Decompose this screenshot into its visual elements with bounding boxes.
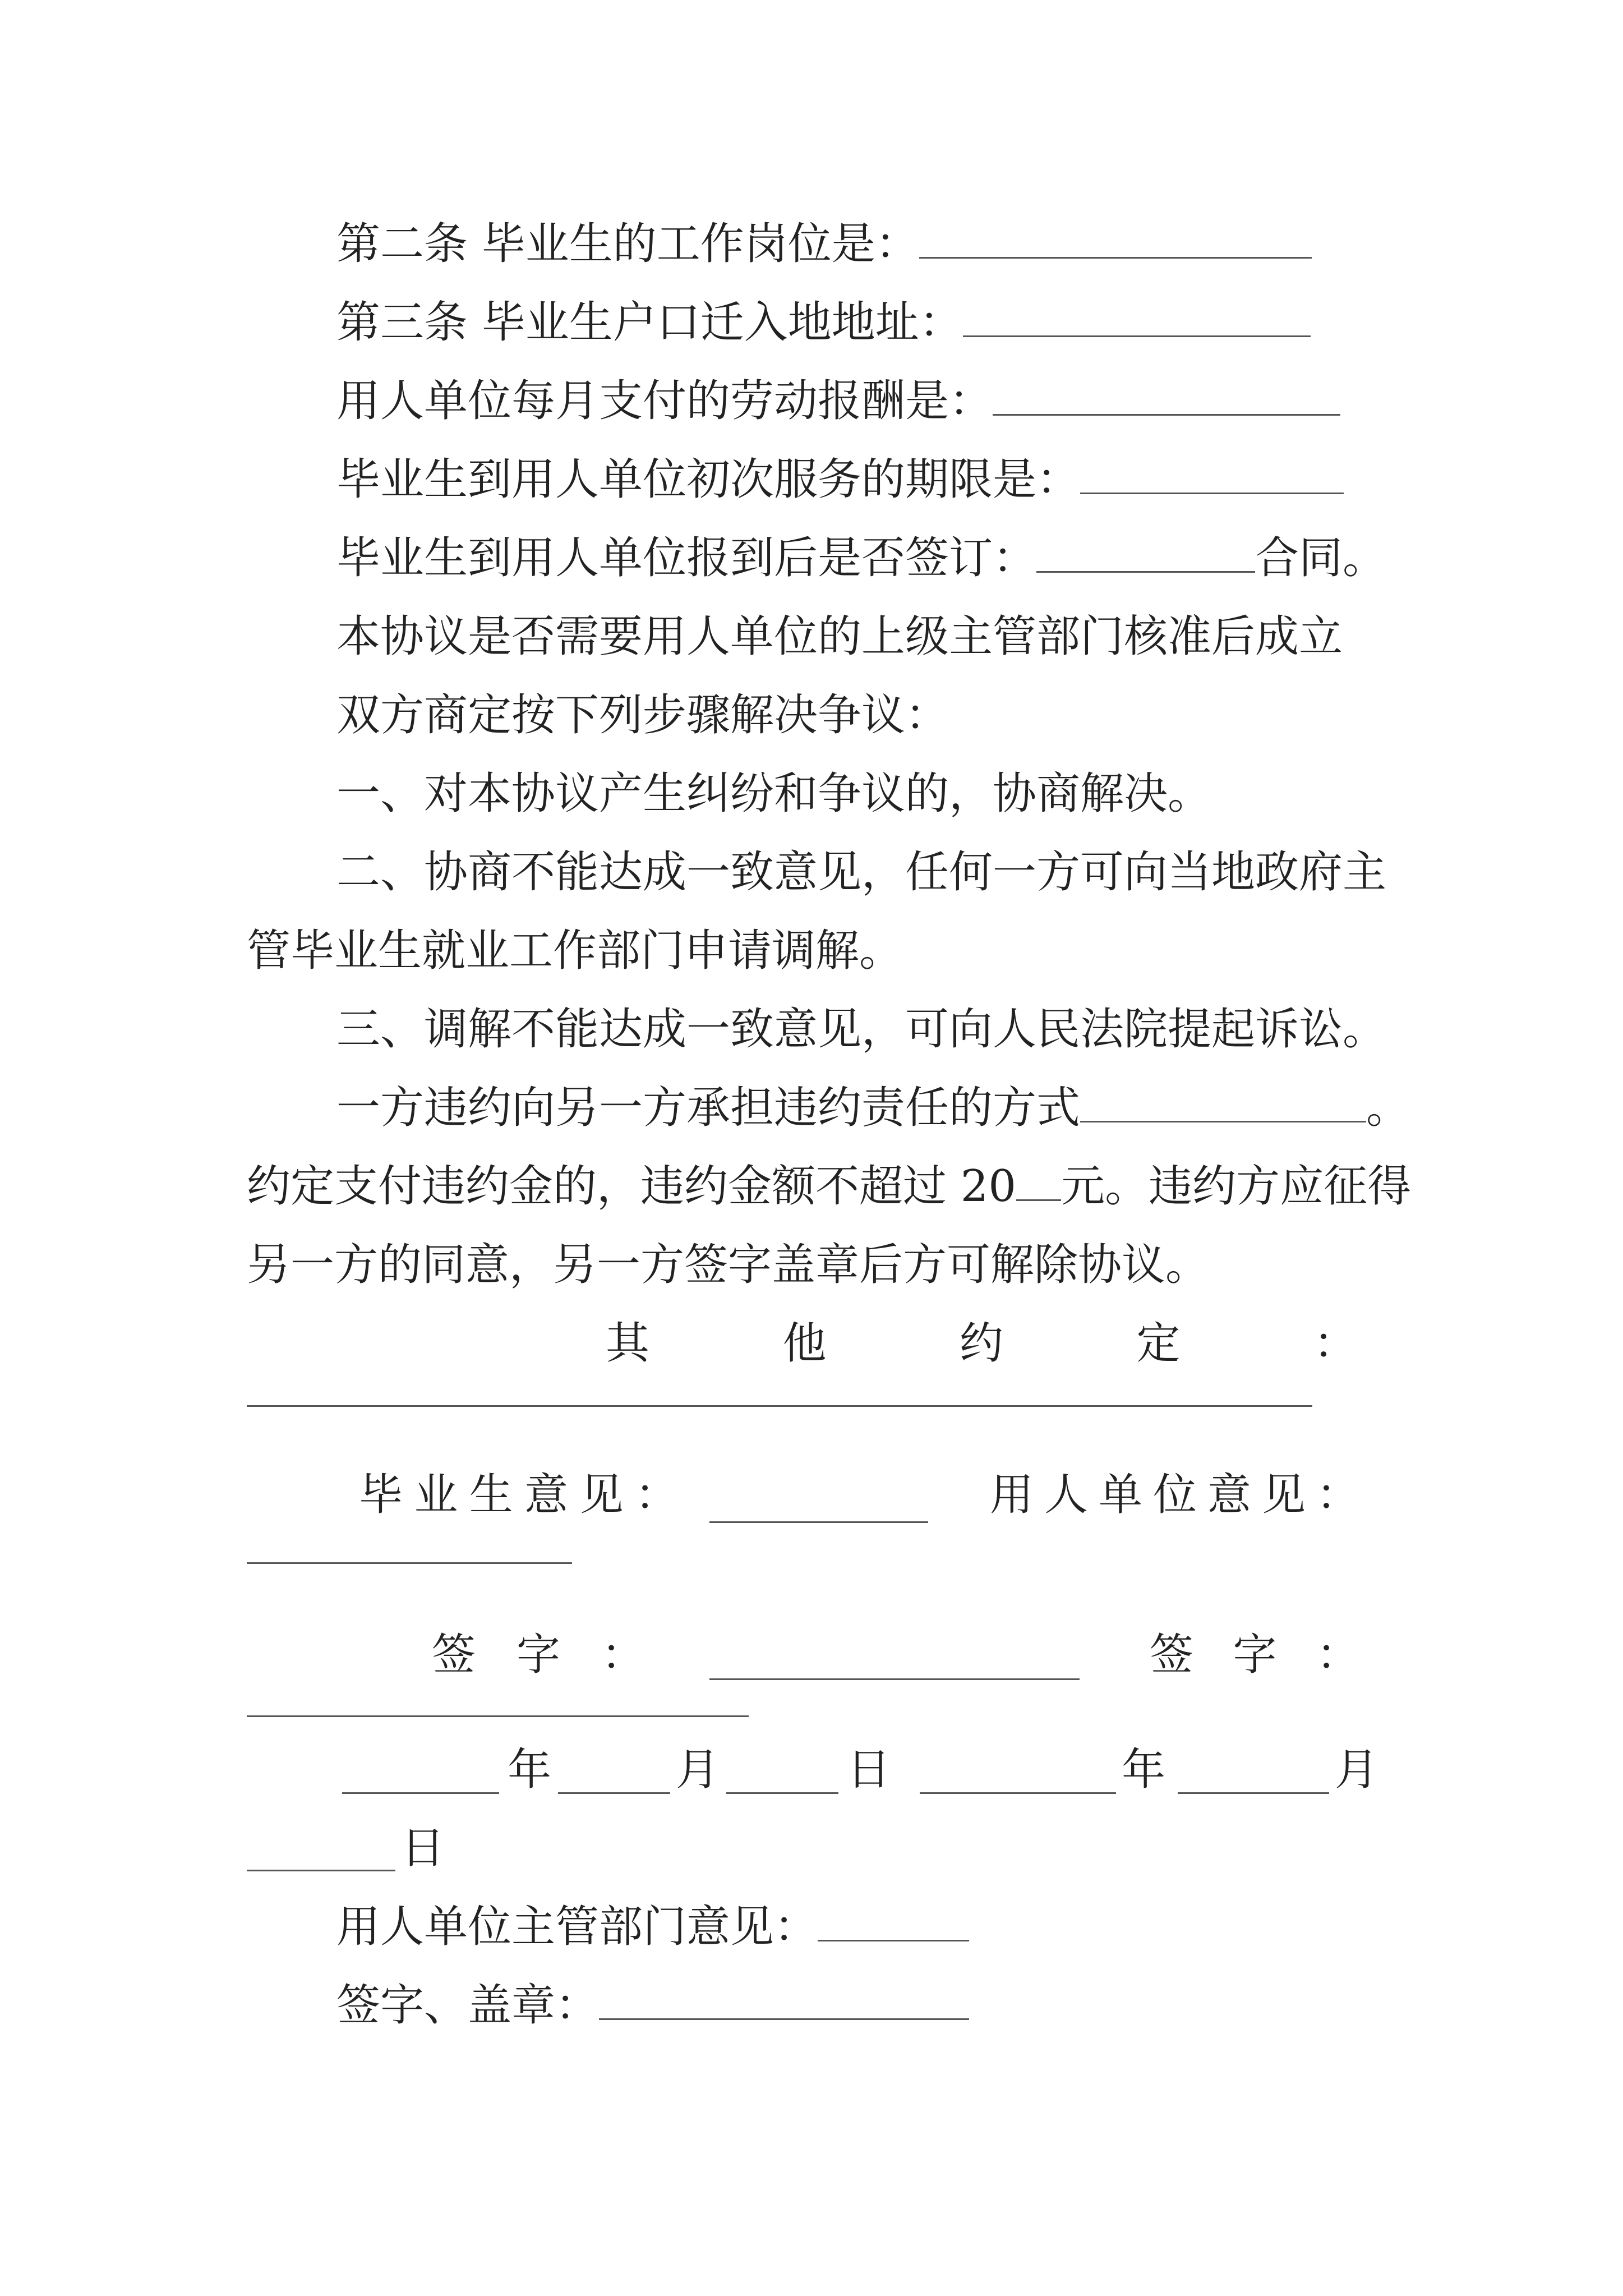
salary-label: 用人单位每月支付的劳动报酬是： (336, 376, 993, 426)
household-address-blank[interactable] (963, 298, 1311, 337)
employer-signature-char-2: 字 (1233, 1630, 1277, 1680)
employer-signature-blank[interactable] (247, 1715, 749, 1717)
article-2-line (336, 213, 1312, 275)
employer-opinion-label (990, 1464, 1360, 1526)
other-terms-heading (606, 1313, 1357, 1374)
employer-opinion-blank[interactable] (247, 1562, 572, 1564)
graduate-month-label: 月 (676, 1745, 720, 1795)
contract-label: 毕业生到用人单位报到后是否签订： (336, 533, 1037, 583)
employer-year-label: 年 (1122, 1745, 1166, 1795)
salary-blank[interactable] (993, 377, 1340, 416)
salary-line (336, 370, 1340, 432)
employer-opinion-char-1: 用 (990, 1470, 1034, 1520)
other-terms-char-3: 约 (959, 1318, 1003, 1369)
breach-line-3 (247, 1234, 1209, 1296)
graduate-opinion-char-5: 见 (579, 1470, 624, 1520)
sign-seal-blank[interactable] (599, 1981, 969, 2020)
contract-suffix: 合同。 (1255, 533, 1387, 583)
employer-opinion-char-4: 位 (1152, 1470, 1197, 1520)
employer-opinion-colon: ： (1316, 1470, 1360, 1520)
service-term-blank[interactable] (1080, 455, 1344, 494)
breach-line-2 (247, 1156, 1411, 1217)
contract-line (336, 527, 1386, 589)
approval-text: 本协议是否需要用人单位的上级主管部门核准后成立 (336, 611, 1343, 662)
breach-method-blank[interactable] (1080, 1084, 1366, 1122)
dispute-step-1 (336, 763, 1211, 825)
approval-line (336, 606, 1343, 668)
service-term-label: 毕业生到用人单位初次服务的期限是： (336, 454, 1081, 505)
dispute-step-2a-text: 二、协商不能达成一致意见，任何一方可向当地政府主 (336, 847, 1387, 898)
sign-seal-label: 签字、盖章： (336, 1980, 600, 2031)
service-term-line (336, 449, 1344, 510)
dispute-step-1-text: 一、对本协议产生纠纷和争议的，协商解决。 (336, 769, 1212, 819)
sign-seal-line (336, 1975, 969, 2036)
dept-opinion-label: 用人单位主管部门意见： (336, 1902, 818, 1952)
dispute-step-3 (336, 999, 1386, 1060)
graduate-opinion-label (359, 1464, 679, 1526)
article-3-line (336, 292, 1311, 353)
other-terms-char-2: 他 (782, 1318, 827, 1369)
employer-signature-char-1: 签 (1150, 1630, 1194, 1680)
dispute-step-2b-text: 管毕业生就业工作部门申请调解。 (247, 926, 903, 976)
job-position-blank[interactable] (919, 220, 1312, 259)
employer-month-label: 月 (1335, 1745, 1379, 1795)
breach-text-1: 一方违约向另一方承担违约责任的方式 (336, 1083, 1081, 1133)
graduate-year-blank[interactable] (342, 1792, 499, 1794)
graduate-day-label: 日 (847, 1745, 891, 1795)
graduate-opinion-blank[interactable] (709, 1521, 928, 1523)
graduate-opinion-char-3: 生 (469, 1470, 513, 1520)
contract-blank[interactable] (1036, 534, 1255, 573)
article-3-label: 第三条 毕业生户口迁入地地址： (336, 297, 963, 348)
employer-opinion-char-2: 人 (1044, 1470, 1088, 1520)
breach-text-2b: 元。违约方应征得 (1061, 1161, 1412, 1212)
breach-text-3: 另一方的同意，另一方签字盖章后方可解除协议。 (247, 1240, 1210, 1290)
graduate-signature-char-1: 签 (432, 1630, 476, 1680)
other-terms-char-1: 其 (606, 1318, 650, 1369)
employer-signature-label (1150, 1624, 1360, 1686)
other-terms-char-4: 定 (1136, 1318, 1181, 1369)
graduate-year-label: 年 (508, 1745, 552, 1795)
breach-end-mark: 。 (1366, 1083, 1410, 1133)
graduate-signature-label (432, 1624, 645, 1686)
employer-year-blank[interactable] (920, 1792, 1116, 1794)
dispute-intro-line (336, 684, 949, 746)
other-terms-blank[interactable] (247, 1405, 1312, 1407)
other-terms-colon: ： (1313, 1318, 1357, 1369)
graduate-day-blank[interactable] (726, 1792, 838, 1794)
breach-text-2a: 约定支付违约金的，违约金额不超过 20 (247, 1161, 1017, 1212)
article-2-label: 第二条 毕业生的工作岗位是： (336, 219, 919, 269)
graduate-opinion-char-4: 意 (524, 1470, 569, 1520)
graduate-signature-colon: ： (601, 1630, 645, 1680)
graduate-signature-char-2: 字 (516, 1630, 560, 1680)
employer-day-label: 日 (401, 1823, 445, 1874)
graduate-opinion-char-2: 业 (414, 1470, 458, 1520)
employer-opinion-char-6: 见 (1261, 1470, 1306, 1520)
dispute-step-2b (247, 920, 903, 982)
employer-opinion-char-3: 单 (1098, 1470, 1142, 1520)
graduate-opinion-colon: ： (634, 1470, 679, 1520)
dispute-intro-text: 双方商定按下列步骤解决争议： (336, 690, 949, 740)
employer-month-blank[interactable] (1178, 1792, 1329, 1794)
dept-opinion-line (336, 1896, 969, 1958)
employer-signature-colon: ： (1316, 1630, 1360, 1680)
graduate-month-blank[interactable] (558, 1792, 670, 1794)
penalty-amount-blank[interactable] (1016, 1162, 1061, 1201)
dept-opinion-blank[interactable] (818, 1903, 969, 1941)
dispute-step-2a (336, 841, 1386, 903)
breach-line-1 (336, 1077, 1410, 1139)
dispute-step-3-text: 三、调解不能达成一致意见，可向人民法院提起诉讼。 (336, 1004, 1387, 1055)
employer-day-blank[interactable] (247, 1870, 395, 1871)
employer-opinion-char-5: 意 (1207, 1470, 1251, 1520)
graduate-opinion-char-1: 毕 (359, 1470, 403, 1520)
graduate-signature-blank[interactable] (709, 1678, 1080, 1680)
